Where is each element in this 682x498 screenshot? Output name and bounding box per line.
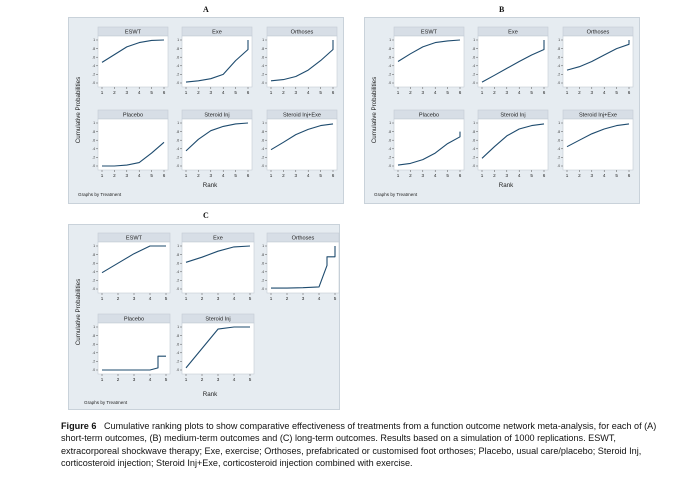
panel-b-steroid-inj-exe-ytick-label: .4 <box>557 147 560 151</box>
panel-c-exe-ytick-label: .4 <box>176 270 179 274</box>
panel-b-steroid-inj-exe-ytick-label: .8 <box>557 129 560 134</box>
panel-b-steroid-inj-exe-xtick-label: 6 <box>627 173 631 178</box>
panel-b-letter: B <box>499 5 505 14</box>
panel-c-orthoses-ytick-label: .8 <box>261 252 264 257</box>
panel-b-steroid-inj-exe-plot-area <box>563 119 633 170</box>
panel-c-placebo-ytick-label: .6 <box>92 342 95 347</box>
panel-a-exe-ytick-label: 1 <box>177 38 179 43</box>
panel-a-placebo-ytick-label: 1 <box>93 121 95 126</box>
panel-c-orthoses-ytick-label: 1 <box>262 244 264 249</box>
panel-b-steroid-inj-xtick-label: 6 <box>542 173 546 178</box>
panel-a-steroid-inj-ytick-label: .6 <box>176 138 179 143</box>
panel-b-placebo-xtick-label: 5 <box>446 173 449 178</box>
panel-c-steroid-inj-plot-area <box>182 323 254 374</box>
figure-caption <box>61 420 671 469</box>
panel-b-orthoses-xtick-label: 2 <box>578 90 581 95</box>
panel-a-steroid-inj-xtick-label: 6 <box>246 173 250 178</box>
panel-a-steroid-inj-exe-xtick-label: 3 <box>294 173 298 178</box>
panel-c-exe-title: Exe <box>213 235 223 242</box>
panel-c-steroid-inj-xtick-label: 3 <box>216 377 220 382</box>
panel-a-placebo-ytick-label: .8 <box>92 129 95 134</box>
panel-a-eswt-title: ESWT <box>124 29 142 36</box>
panel-a-steroid-inj-exe-xtick-label: 6 <box>331 173 335 178</box>
panel-c-steroid-inj-xtick-label: 1 <box>184 377 188 382</box>
panel-b-exe-xtick-label: 2 <box>493 90 496 95</box>
panel-b-eswt-plot-area <box>394 36 464 87</box>
panel-b-orthoses-xtick-label: 4 <box>602 90 606 95</box>
panel-b-eswt-xtick-label: 5 <box>446 90 449 95</box>
panel-a-orthoses-xtick-label: 5 <box>319 90 322 95</box>
panel-a-orthoses-xtick-label: 2 <box>282 90 285 95</box>
panel-b-orthoses-xtick-label: 1 <box>565 90 569 95</box>
panel-b-orthoses-ytick-label: .2 <box>557 72 560 77</box>
panel-b-eswt-title: ESWT <box>420 29 438 36</box>
panel-b-eswt-xtick-label: 4 <box>433 90 437 95</box>
panel-b-placebo-ytick-label: .8 <box>388 129 391 134</box>
panel-b-orthoses-xtick-label: 5 <box>615 90 618 95</box>
panel-b-steroid-inj-exe-xtick-label: 5 <box>615 173 618 178</box>
panel-b-exe-ytick-label: .0 <box>472 81 475 86</box>
panel-c-eswt-xtick-label: 1 <box>100 296 104 301</box>
panel-a-note: Graphs by Treatment <box>78 192 122 197</box>
panel-c-steroid-inj-xtick-label: 4 <box>232 377 236 382</box>
panel-c-orthoses-xtick-label: 5 <box>333 296 337 301</box>
panel-b-eswt-ytick-label: 1 <box>389 38 391 43</box>
panel-b-steroid-inj-exe-xtick-label: 4 <box>602 173 606 178</box>
panel-a-steroid-inj-ytick-label: .4 <box>176 147 179 151</box>
panel-b-steroid-inj-exe-xtick-label: 3 <box>590 173 594 178</box>
panel-a-placebo-title: Placebo <box>122 112 144 119</box>
panel-a-eswt-xtick-label: 4 <box>137 90 141 95</box>
panel-b-exe-title: Exe <box>508 29 518 36</box>
panel-a-eswt-plot-area <box>98 36 168 87</box>
panel-c-orthoses-xtick-label: 2 <box>285 296 289 301</box>
panel-c-steroid-inj-ytick-label: .8 <box>176 333 179 338</box>
panel-c-placebo-xtick-label: 1 <box>100 377 104 382</box>
panel-b-exe-xtick-label: 5 <box>530 90 533 95</box>
panel-c-steroid-inj-xtick-label: 2 <box>200 377 204 382</box>
figure-caption-text: Cumulative ranking plots to show comparative effectiveness of treatments from a function outcome network meta-analysis, for each of (A) short-term outcomes, (B) medium-term outcomes and (C) long-term outcomes. Results based on a simulation of 1000 replications. ESWT, extracorporeal shockwave therapy; Exe, exercise; Orthoses, prefabricated or customised foot orthoses; Placebo, usual care/placebo; Steroid Inj, corticosteroid injection; Steroid Inj+Exe, corticosteroid injection combined with exercise. <box>61 421 657 468</box>
panel-b-steroid-inj-ytick-label: .2 <box>472 155 475 160</box>
panel-b-steroid-inj-exe-xtick-label: 2 <box>578 173 581 178</box>
panel-a-steroid-inj-exe-ytick-label: .2 <box>261 155 264 160</box>
panel-b-orthoses-ytick-label: .4 <box>557 64 560 68</box>
panel-a-y-axis-label: Cumulative Probabilities <box>75 76 82 144</box>
panel-b-steroid-inj-ytick-label: .4 <box>472 147 475 151</box>
panel-b-steroid-inj-ytick-label: .0 <box>472 164 475 169</box>
panel-b-exe-ytick-label: .8 <box>472 46 475 51</box>
panel-b-steroid-inj-xtick-label: 5 <box>530 173 533 178</box>
panel-a-orthoses-ytick-label: .8 <box>261 46 264 51</box>
panel-b-orthoses-ytick-label: .8 <box>557 46 560 51</box>
panel-b-exe-plot-area <box>478 36 548 87</box>
panel-a-exe-title: Exe <box>212 29 222 36</box>
panel-a-orthoses-ytick-label: .2 <box>261 72 264 77</box>
panel-a-eswt-xtick-label: 6 <box>162 90 166 95</box>
figure-label: Figure 6 <box>61 421 97 431</box>
panel-c-eswt-ytick-label: .8 <box>92 252 95 257</box>
panel-a-steroid-inj-xtick-label: 2 <box>197 173 200 178</box>
panel-a-steroid-inj-exe-xtick-label: 5 <box>319 173 322 178</box>
panel-a-exe-xtick-label: 3 <box>209 90 213 95</box>
panel-c-placebo-ytick-label: .0 <box>92 368 95 373</box>
panel-b-steroid-inj-plot-area <box>478 119 548 170</box>
panel-b-steroid-inj-exe-ytick-label: .6 <box>557 138 560 143</box>
panel-c-orthoses-xtick-label: 4 <box>317 296 321 301</box>
panel-b-eswt-ytick-label: .0 <box>388 81 391 86</box>
panel-a-orthoses-plot-area <box>267 36 337 87</box>
panel-a-placebo-ytick-label: .0 <box>92 164 95 169</box>
panel-b-eswt-ytick-label: .4 <box>388 64 391 68</box>
panel-b-steroid-inj-exe-ytick-label: .2 <box>557 155 560 160</box>
panel-c-x-axis-label: Rank <box>202 391 218 398</box>
panel-b-exe-ytick-label: .6 <box>472 55 475 60</box>
panel-a-eswt-xtick-label: 5 <box>150 90 153 95</box>
panel-a-orthoses-ytick-label: 1 <box>262 38 264 43</box>
panel-c-eswt-xtick-label: 2 <box>116 296 120 301</box>
panel-c-steroid-inj-ytick-label: .4 <box>176 351 179 355</box>
panel-b-exe-ytick-label: .2 <box>472 72 475 77</box>
panel-b-orthoses-ytick-label: 1 <box>558 38 560 43</box>
panel-a-orthoses-title: Orthoses <box>290 29 314 36</box>
panel-b-steroid-inj-exe-ytick-label: .0 <box>557 164 560 169</box>
panel-c-exe-xtick-label: 1 <box>184 296 188 301</box>
panel-b-y-axis-label: Cumulative Probabilities <box>371 76 378 144</box>
panel-b-orthoses-xtick-label: 6 <box>627 90 631 95</box>
panel-c-eswt-xtick-label: 5 <box>164 296 168 301</box>
panel-b-eswt-xtick-label: 3 <box>421 90 425 95</box>
panel-b-placebo-ytick-label: 1 <box>389 121 391 126</box>
panel-c-exe-ytick-label: .2 <box>176 278 179 283</box>
panel-b-eswt-xtick-label: 2 <box>409 90 412 95</box>
panel-c-placebo-xtick-label: 3 <box>132 377 136 382</box>
panel-b-steroid-inj-xtick-label: 1 <box>480 173 484 178</box>
panel-c-orthoses-title: Orthoses <box>291 235 315 242</box>
panel-a-letter: A <box>203 5 209 14</box>
panel-a-exe-xtick-label: 1 <box>184 90 188 95</box>
panel-a-steroid-inj-exe-xtick-label: 4 <box>306 173 310 178</box>
panel-a-steroid-inj-ytick-label: .0 <box>176 164 179 169</box>
panel-c-steroid-inj-ytick-label: .0 <box>176 368 179 373</box>
panel-a-orthoses-xtick-label: 4 <box>306 90 310 95</box>
panel-c-steroid-inj-ytick-label: .2 <box>176 359 179 364</box>
panel-b-steroid-inj-exe-xtick-label: 1 <box>565 173 569 178</box>
panel-b-placebo-title: Placebo <box>418 112 440 119</box>
panel-a-steroid-inj-xtick-label: 4 <box>221 173 225 178</box>
panel-a-placebo-xtick-label: 3 <box>125 173 129 178</box>
panel-a-eswt-ytick-label: .0 <box>92 81 95 86</box>
panel-b-exe-xtick-label: 6 <box>542 90 546 95</box>
panel-b-exe-ytick-label: .4 <box>472 64 475 68</box>
panel-b-orthoses-ytick-label: .6 <box>557 55 560 60</box>
panel-a-placebo-ytick-label: .4 <box>92 147 95 151</box>
panel-b-steroid-inj-xtick-label: 4 <box>517 173 521 178</box>
panel-b-placebo-ytick-label: .0 <box>388 164 391 169</box>
panel-c-placebo-xtick-label: 4 <box>148 377 152 382</box>
panel-a-steroid-inj-title: Steroid Inj <box>204 112 230 119</box>
panel-c-steroid-inj-ytick-label: 1 <box>177 325 179 330</box>
panel-a-exe-ytick-label: .0 <box>176 81 179 86</box>
panel-a-eswt-xtick-label: 3 <box>125 90 129 95</box>
panel-c-letter: C <box>203 211 209 220</box>
panel-c-placebo-xtick-label: 5 <box>164 377 168 382</box>
panel-b-placebo-ytick-label: .4 <box>388 147 391 151</box>
panel-a-eswt-xtick-label: 2 <box>113 90 116 95</box>
panel-b-exe-xtick-label: 3 <box>505 90 509 95</box>
panel-c-orthoses-ytick-label: .6 <box>261 261 264 266</box>
panel-a-eswt-xtick-label: 1 <box>100 90 104 95</box>
panel-b-eswt-ytick-label: .8 <box>388 46 391 51</box>
panel-a-steroid-inj-exe-ytick-label: 1 <box>262 121 264 126</box>
panel-a-orthoses-xtick-label: 1 <box>269 90 273 95</box>
panel-c-eswt-plot-area <box>98 242 170 293</box>
panel-b-steroid-inj-ytick-label: 1 <box>473 121 475 126</box>
panel-a-steroid-inj-ytick-label: .8 <box>176 129 179 134</box>
panel-c-placebo-ytick-label: .2 <box>92 359 95 364</box>
panel-c-orthoses-xtick-label: 1 <box>269 296 273 301</box>
panel-a-orthoses-xtick-label: 3 <box>294 90 298 95</box>
panel-b-placebo-xtick-label: 6 <box>458 173 462 178</box>
panel-a-orthoses-ytick-label: .4 <box>261 64 264 68</box>
panel-c-orthoses-xtick-label: 3 <box>301 296 305 301</box>
panel-c-placebo-ytick-label: 1 <box>93 325 95 330</box>
panel-c-exe-xtick-label: 3 <box>216 296 220 301</box>
panel-a-placebo-xtick-label: 2 <box>113 173 116 178</box>
panel-c-exe-ytick-label: .8 <box>176 252 179 257</box>
panel-a-steroid-inj-xtick-label: 3 <box>209 173 213 178</box>
panel-b-steroid-inj-title: Steroid Inj <box>500 112 526 119</box>
panel-c-steroid-inj-ytick-label: .6 <box>176 342 179 347</box>
panel-c-note: Graphs by Treatment <box>84 400 128 405</box>
panel-c-eswt-xtick-label: 4 <box>148 296 152 301</box>
panel-a-steroid-inj-exe-ytick-label: .0 <box>261 164 264 169</box>
panel-c-eswt-ytick-label: .2 <box>92 278 95 283</box>
panel-c-steroid-inj-xtick-label: 5 <box>248 377 252 382</box>
panel-c-eswt-ytick-label: 1 <box>93 244 95 249</box>
panel-c-y-axis-label: Cumulative Probabilities <box>75 278 82 346</box>
panel-c-exe-xtick-label: 4 <box>232 296 236 301</box>
panel-c-placebo-ytick-label: .4 <box>92 351 95 355</box>
panel-b-placebo-xtick-label: 3 <box>421 173 425 178</box>
panel-a-steroid-inj-ytick-label: .2 <box>176 155 179 160</box>
panel-a-steroid-inj-exe-ytick-label: .6 <box>261 138 264 143</box>
panel-a-steroid-inj-xtick-label: 1 <box>184 173 188 178</box>
panel-c-exe-ytick-label: .6 <box>176 261 179 266</box>
panel-c-exe-xtick-label: 2 <box>200 296 204 301</box>
panel-a-orthoses-ytick-label: .0 <box>261 81 264 86</box>
panel-b-steroid-inj-exe-ytick-label: 1 <box>558 121 560 126</box>
panel-b-eswt-ytick-label: .6 <box>388 55 391 60</box>
panel-a-exe-xtick-label: 4 <box>221 90 225 95</box>
panel-c-placebo-xtick-label: 2 <box>116 377 120 382</box>
panel-c-orthoses-ytick-label: .0 <box>261 287 264 292</box>
panel-c-eswt-ytick-label: .4 <box>92 270 95 274</box>
panel-b-placebo-xtick-label: 4 <box>433 173 437 178</box>
panel-a-eswt-ytick-label: .4 <box>92 64 95 68</box>
panel-c-placebo-title: Placebo <box>123 316 145 323</box>
panel-b-x-axis-label: Rank <box>498 182 514 189</box>
panel-a-placebo-xtick-label: 6 <box>162 173 166 178</box>
panel-a-placebo-ytick-label: .2 <box>92 155 95 160</box>
panel-a-steroid-inj-xtick-label: 5 <box>234 173 237 178</box>
panel-a-placebo-xtick-label: 5 <box>150 173 153 178</box>
panel-a-steroid-inj-ytick-label: 1 <box>177 121 179 126</box>
panel-c-placebo-ytick-label: .8 <box>92 333 95 338</box>
panel-b-orthoses-title: Orthoses <box>586 29 610 36</box>
panel-b-steroid-inj-exe-title: Steroid Inj+Exe <box>578 112 618 119</box>
panel-a-eswt-ytick-label: .6 <box>92 55 95 60</box>
panel-c-steroid-inj-title: Steroid Inj <box>205 316 231 323</box>
panel-b-orthoses-plot-area <box>563 36 633 87</box>
panel-a-placebo-ytick-label: .6 <box>92 138 95 143</box>
panel-a-steroid-inj-exe-plot-area <box>267 119 337 170</box>
panel-a-orthoses-xtick-label: 6 <box>331 90 335 95</box>
panel-c-orthoses-ytick-label: .4 <box>261 270 264 274</box>
panel-a-steroid-inj-exe-title: Steroid Inj+Exe <box>282 112 322 119</box>
panel-a-exe-xtick-label: 5 <box>234 90 237 95</box>
panel-a-placebo-xtick-label: 4 <box>137 173 141 178</box>
panel-b-placebo-ytick-label: .2 <box>388 155 391 160</box>
panel-b-steroid-inj-ytick-label: .8 <box>472 129 475 134</box>
panel-a-steroid-inj-exe-ytick-label: .8 <box>261 129 264 134</box>
panel-b-exe-xtick-label: 4 <box>517 90 521 95</box>
panel-c-exe-xtick-label: 5 <box>248 296 252 301</box>
panel-b-steroid-inj-ytick-label: .6 <box>472 138 475 143</box>
panel-c-orthoses-plot-area <box>267 242 339 293</box>
panel-a-placebo-xtick-label: 1 <box>100 173 104 178</box>
panel-c-exe-ytick-label: .0 <box>176 287 179 292</box>
panel-b-eswt-ytick-label: .2 <box>388 72 391 77</box>
panel-a-placebo-plot-area <box>98 119 168 170</box>
panel-c-placebo-plot-area <box>98 323 170 374</box>
panel-c-eswt-ytick-label: .6 <box>92 261 95 266</box>
panel-b-note: Graphs by Treatment <box>374 192 418 197</box>
panel-b-placebo-ytick-label: .6 <box>388 138 391 143</box>
panel-a-steroid-inj-exe-ytick-label: .4 <box>261 147 264 151</box>
panel-a-eswt-ytick-label: .8 <box>92 46 95 51</box>
panel-c-eswt-xtick-label: 3 <box>132 296 136 301</box>
panel-a-steroid-inj-exe-xtick-label: 2 <box>282 173 285 178</box>
panel-b-placebo-xtick-label: 2 <box>409 173 412 178</box>
panel-b-orthoses-ytick-label: .0 <box>557 81 560 86</box>
panel-b-steroid-inj-xtick-label: 3 <box>505 173 509 178</box>
panel-a-exe-ytick-label: .8 <box>176 46 179 51</box>
panel-c-exe-ytick-label: 1 <box>177 244 179 249</box>
panel-c-eswt-title: ESWT <box>125 235 143 242</box>
panel-a-exe-ytick-label: .4 <box>176 64 179 68</box>
panel-c-eswt-ytick-label: .0 <box>92 287 95 292</box>
panel-b-exe-xtick-label: 1 <box>480 90 484 95</box>
panel-b-eswt-xtick-label: 1 <box>396 90 400 95</box>
panel-a-exe-ytick-label: .6 <box>176 55 179 60</box>
panel-a-exe-xtick-label: 2 <box>197 90 200 95</box>
panel-a-exe-ytick-label: .2 <box>176 72 179 77</box>
panel-c-orthoses-ytick-label: .2 <box>261 278 264 283</box>
panel-b-eswt-xtick-label: 6 <box>458 90 462 95</box>
panel-c-exe-plot-area <box>182 242 254 293</box>
panel-a-eswt-ytick-label: 1 <box>93 38 95 43</box>
panel-b-placebo-plot-area <box>394 119 464 170</box>
panel-a-x-axis-label: Rank <box>202 182 218 189</box>
panel-b-placebo-xtick-label: 1 <box>396 173 400 178</box>
panel-a-steroid-inj-exe-xtick-label: 1 <box>269 173 273 178</box>
panel-b-exe-ytick-label: 1 <box>473 38 475 43</box>
panel-a-exe-xtick-label: 6 <box>246 90 250 95</box>
panel-b-steroid-inj-xtick-label: 2 <box>493 173 496 178</box>
panel-a-eswt-ytick-label: .2 <box>92 72 95 77</box>
panel-a-exe-plot-area <box>182 36 252 87</box>
panel-b-orthoses-xtick-label: 3 <box>590 90 594 95</box>
panel-a-orthoses-ytick-label: .6 <box>261 55 264 60</box>
